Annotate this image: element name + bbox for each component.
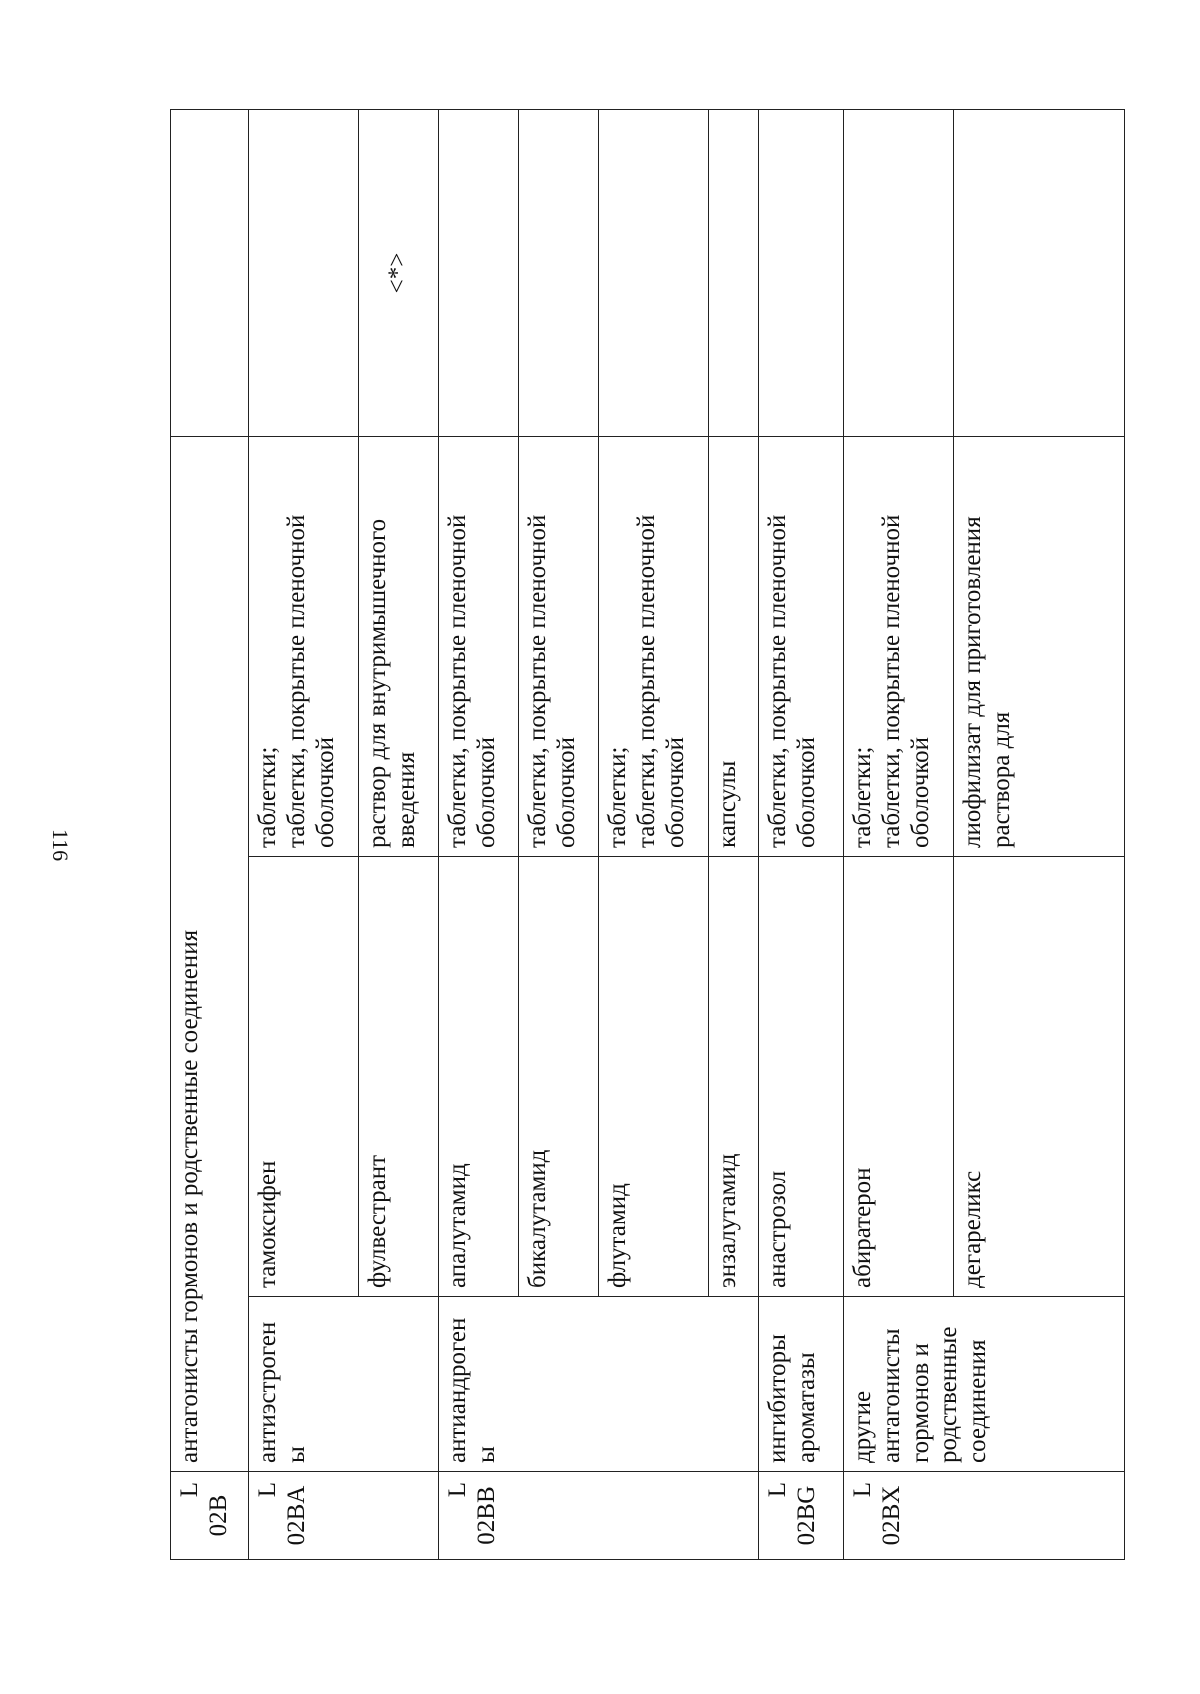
dosage-form-cell: раствор для внутримышечного введения	[359, 437, 439, 857]
drug-name-cell: тамоксифен	[249, 857, 359, 1297]
group-name-cell: другие антагонисты гормонов и родственные соединения	[844, 1297, 1125, 1472]
atc-code-cell: L 02BX	[844, 1472, 1125, 1560]
dosage-form-cell: таблетки, покрытые пленочной оболочкой	[759, 437, 844, 857]
atc-code-cell: L 02BG	[759, 1472, 844, 1560]
dosage-form-cell: лиофилизат для приготовления раствора для	[954, 437, 1125, 857]
page-number: 116	[48, 828, 73, 862]
dosage-form-cell: таблетки, покрытые пленочной оболочкой	[519, 437, 599, 857]
table-row	[759, 110, 844, 1560]
note-cell	[171, 110, 249, 437]
dosage-form-cell: таблетки; таблетки, покрытые пленочной оболочкой	[599, 437, 709, 857]
table-row	[439, 110, 519, 1560]
drug-name-cell: анастрозол	[759, 857, 844, 1297]
note-cell: <*>	[359, 110, 439, 437]
dosage-form-cell: таблетки, покрытые пленочной оболочкой	[439, 437, 519, 857]
note-cell	[709, 110, 759, 437]
note-cell	[599, 110, 709, 437]
group-name-cell: антиэстрогены	[249, 1297, 439, 1472]
table-row	[249, 110, 359, 1560]
drug-name-cell: дегареликс	[954, 857, 1125, 1297]
note-cell	[439, 110, 519, 437]
table-row-group	[171, 110, 249, 1560]
table-row	[844, 110, 954, 1560]
note-cell	[844, 110, 954, 437]
drug-name-cell: бикалутамид	[519, 857, 599, 1297]
note-cell	[519, 110, 599, 437]
group-title-cell: антагонисты гормонов и родственные соединения	[171, 437, 249, 1472]
drug-name-cell: абиратерон	[844, 857, 954, 1297]
group-name-cell: ингибиторы ароматазы	[759, 1297, 844, 1472]
drug-name-cell: апалутамид	[439, 857, 519, 1297]
group-name-cell: антиандрогены	[439, 1297, 759, 1472]
drug-name-cell: флутамид	[599, 857, 709, 1297]
drug-table-rotated	[170, 110, 1125, 1560]
note-cell	[249, 110, 359, 437]
dosage-form-cell: капсулы	[709, 437, 759, 857]
dosage-form-cell: таблетки; таблетки, покрытые пленочной оболочкой	[249, 437, 359, 857]
atc-code-cell: L 02BB	[439, 1472, 759, 1560]
drug-name-cell: фулвестрант	[359, 857, 439, 1297]
dosage-form-cell: таблетки; таблетки, покрытые пленочной оболочкой	[844, 437, 954, 857]
note-cell	[759, 110, 844, 437]
drug-table	[170, 109, 1125, 1560]
drug-name-cell: энзалутамид	[709, 857, 759, 1297]
note-cell	[954, 110, 1125, 437]
atc-code-cell: L 02BA	[249, 1472, 439, 1560]
atc-code-cell: L 02B	[171, 1472, 249, 1560]
